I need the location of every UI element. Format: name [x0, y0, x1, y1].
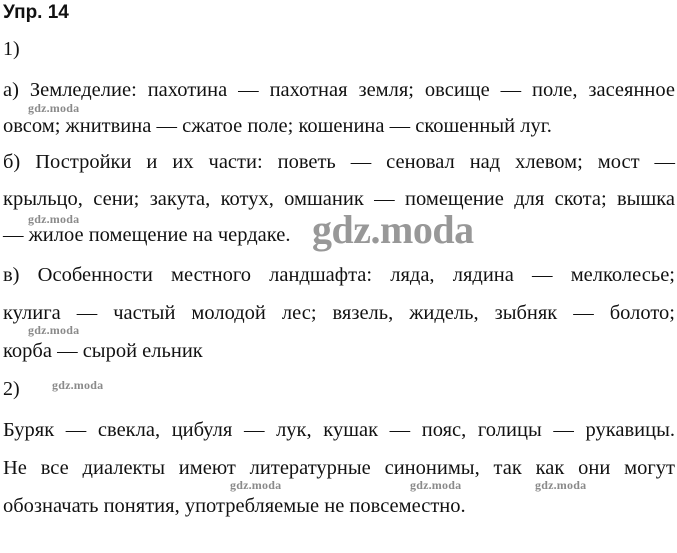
exercise-heading: Упр. 14 [3, 2, 69, 23]
watermark-small: gdz.moda [28, 212, 80, 226]
watermark-large: gdz.moda [312, 207, 474, 252]
watermark-small: gdz.moda [535, 478, 587, 492]
watermark-small: gdz.moda [52, 378, 104, 392]
section-2-line-3: обозначать понятия, употребляемые не повсеместно. [3, 495, 466, 517]
section-1-line-1: а) Земледелие: пахотина — пахотная земля; овсище — поле, засеянное [3, 79, 675, 101]
section-1-line-5: — жилое помещение на чердаке. [3, 224, 291, 246]
section-1-line-4: крыльцо, сени; закута, котух, омшаник — помещение для скота; вышка [3, 188, 675, 210]
section-1-line-8: корба — сырой ельник [3, 340, 203, 362]
section-2-line-1: Буряк — свекла, цибуля — лук, кушак — пояс, голицы — рукавицы. [3, 419, 675, 441]
watermark-small: gdz.moda [230, 478, 282, 492]
section-1-line-2: овсом; жнитвина — сжатое поле; кошенина — скошенный луг. [3, 115, 552, 137]
section-2-marker: 2) [3, 378, 20, 400]
watermark-small: gdz.moda [28, 101, 80, 115]
section-1-line-6: в) Особенности местного ландшафта: ляда, лядина — мелколесье; [3, 264, 675, 286]
watermark-small: gdz.moda [410, 478, 462, 492]
section-1-line-7: кулига — частый молодой лес; вязель, жидель, зыбняк — болото; [3, 302, 675, 324]
watermark-small: gdz.moda [28, 323, 80, 337]
section-1-line-3: б) Постройки и их части: поветь — сеновал над хлевом; мост — [3, 151, 675, 173]
section-1-marker: 1) [3, 38, 20, 60]
section-2-line-2: Не все диалекты имеют литературные синонимы, так как они могут [3, 457, 675, 479]
